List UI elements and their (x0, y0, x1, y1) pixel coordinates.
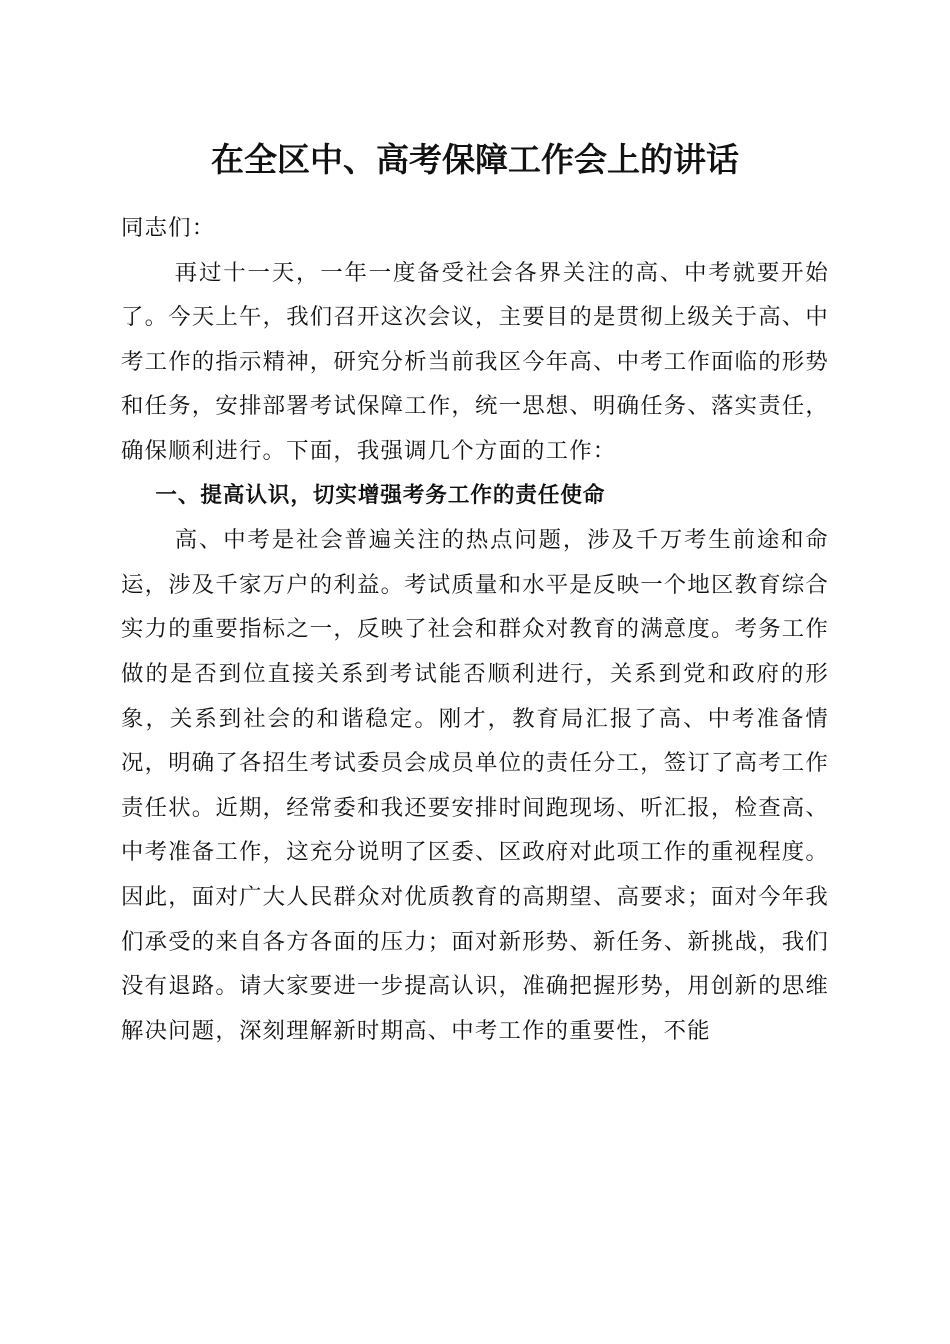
salutation: 同志们： (121, 215, 216, 241)
document-title: 在全区中、高考保障工作会上的讲话 (211, 140, 739, 179)
document-body (121, 206, 829, 1053)
section-heading: 一、提高认识，切实增强考务工作的责任使命 (155, 482, 606, 508)
intro-paragraph: 再过十一天，一年一度备受社会各界关注的高、中考就要开始了。今天上午，我们召开这次会议，主要目的是贯彻上级关于高、中考工作的指示精神，研究分析当前我区今年高、中考工作面临的形势和任务，安排部署考试保障工作，统一思想、明确任务、落实责任，确保顺利进行。下面，我强调几个方面的工作： (121, 259, 829, 464)
section-paragraph: 高、中考是社会普遍关注的热点问题，涉及千万考生前途和命运，涉及千家万户的利益。考试质量和水平是反映一个地区教育综合实力的重要指标之一，反映了社会和群众对教育的满意度。考务工作做的是否到位直接关系到考试能否顺利进行，关系到党和政府的形象，关系到社会的和谐稳定。刚才，教育局汇报了高、中考准备情况，明确了各招生考试委员会成员单位的责任分工，签订了高考工作责任状。近期，经常委和我还要安排时间跑现场、听汇报，检查高、中考准备工作，这充分说明了区委、区政府对此项工作的重视程度。因此，面对广大人民群众对优质教育的高期望、高要求；面对今年我们承受的来自各方各面的压力；面对新形势、新任务、新挑战，我们没有退路。请大家要进一步提高认识，准确把握形势，用创新的思维解决问题，深刻理解新时期高、中考工作的重要性，不能 (121, 527, 829, 1044)
